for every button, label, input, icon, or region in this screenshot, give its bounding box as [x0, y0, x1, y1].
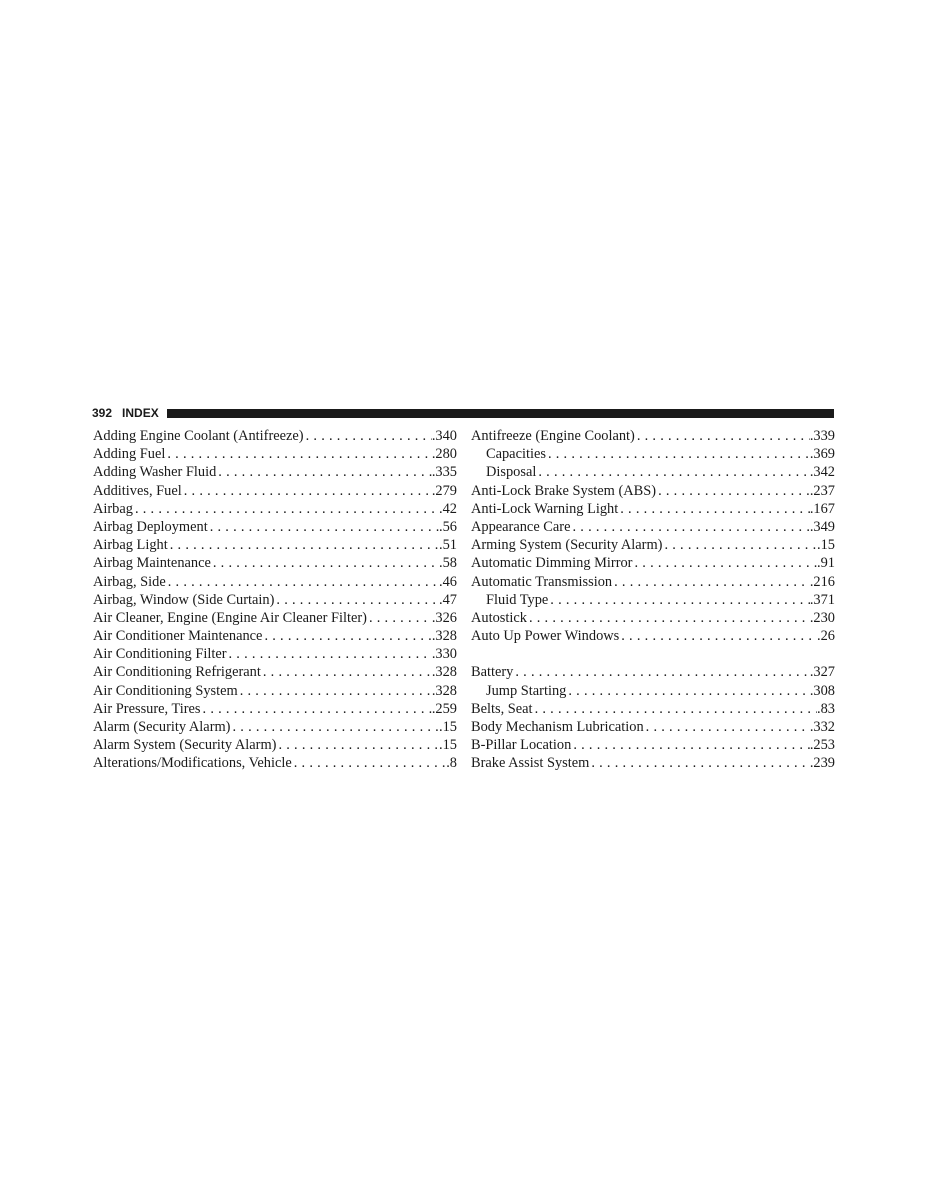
index-entry	[93, 627, 457, 645]
index-page-ref: .340	[431, 428, 457, 444]
index-term: Jump Starting	[486, 682, 567, 699]
index-page-ref: .8	[446, 755, 457, 772]
index-page-ref: .280	[431, 446, 457, 463]
dot-leader	[513, 663, 809, 681]
dot-leader	[292, 754, 446, 772]
index-entry	[93, 682, 457, 700]
dot-leader	[656, 482, 810, 500]
index-page-ref: .83	[817, 700, 835, 717]
index-entry	[471, 627, 835, 645]
dot-leader	[662, 536, 817, 554]
index-page-ref: .349	[809, 518, 835, 535]
index-column-left	[93, 427, 457, 773]
index-term: Body Mechanism Lubrication	[471, 719, 644, 735]
index-term: Alterations/Modifications, Vehicle	[93, 755, 292, 772]
header-rule	[167, 409, 834, 418]
index-term: Belts, Seat	[471, 700, 533, 717]
index-column-right	[471, 427, 835, 773]
index-entry	[93, 591, 457, 609]
index-term: Airbag Deployment	[93, 518, 208, 535]
dot-leader	[619, 627, 817, 645]
dot-leader	[571, 736, 809, 754]
index-term: Alarm (Security Alarm)	[93, 719, 231, 735]
index-page-ref: .46	[439, 573, 457, 590]
index-page-ref: .335	[431, 464, 457, 481]
dot-leader	[165, 445, 431, 463]
index-page-ref: .167	[809, 500, 835, 517]
dot-leader	[548, 591, 810, 609]
index-entry	[93, 663, 457, 681]
index-term: Air Conditioning Filter	[93, 646, 227, 663]
index-entry	[471, 663, 835, 681]
dot-leader	[208, 518, 439, 536]
index-term: Arming System (Security Alarm)	[471, 537, 663, 554]
dot-leader	[230, 718, 439, 736]
index-term: Adding Washer Fluid	[93, 464, 217, 481]
index-page-ref: .342	[809, 464, 835, 481]
index-page-ref: .239	[809, 755, 835, 772]
dot-leader	[276, 736, 439, 754]
index-term: Air Conditioner Maintenance	[93, 628, 263, 645]
index-page-ref: .328	[431, 664, 457, 681]
index-entry	[93, 736, 457, 754]
index-page-ref: .259	[431, 700, 457, 717]
index-entry	[471, 482, 835, 500]
index-page-ref: .230	[809, 609, 835, 626]
dot-leader	[168, 536, 439, 554]
index-entry	[93, 700, 457, 718]
index-subentry	[471, 463, 835, 481]
index-entry	[471, 518, 835, 536]
index-term: Additives, Fuel	[93, 482, 182, 499]
index-page-ref: .47	[439, 591, 457, 608]
index-term: Air Conditioning Refrigerant	[93, 664, 261, 681]
index-term: Air Pressure, Tires	[93, 700, 201, 717]
dot-leader	[570, 518, 809, 536]
index-page-ref: .327	[809, 664, 835, 681]
index-page-ref: .56	[439, 518, 457, 535]
index-term: Adding Fuel	[93, 446, 166, 463]
dot-leader	[166, 573, 439, 591]
index-entry	[93, 482, 457, 500]
index-entry	[471, 573, 835, 591]
index-page-ref: .15	[817, 537, 835, 554]
index-page-ref: .279	[431, 482, 457, 499]
index-page-ref: .328	[431, 682, 457, 699]
index-entry	[93, 573, 457, 591]
index-term: Airbag	[93, 500, 133, 517]
index-page-ref: .15	[439, 719, 457, 735]
index-entry	[471, 536, 835, 554]
index-page-ref: .326	[431, 609, 457, 626]
index-term: Alarm System (Security Alarm)	[93, 737, 277, 754]
dot-leader	[589, 754, 809, 772]
index-entry	[93, 609, 457, 627]
dot-leader	[216, 463, 432, 481]
index-subentry	[471, 591, 835, 609]
index-page-ref: .371	[809, 591, 835, 608]
index-page-ref: .91	[817, 555, 835, 572]
index-entry	[93, 718, 457, 736]
index-term: Airbag Light	[93, 537, 168, 554]
index-entry	[471, 609, 835, 627]
index-entry	[93, 518, 457, 536]
index-entry	[93, 463, 457, 481]
index-page-ref: .15	[439, 737, 457, 754]
index-subentry	[471, 445, 835, 463]
dot-leader	[261, 663, 432, 681]
index-page-ref: .332	[809, 719, 835, 735]
index-term: Airbag, Side	[93, 573, 166, 590]
index-entry	[93, 754, 457, 772]
index-term: Anti-Lock Brake System (ABS)	[471, 482, 657, 499]
dot-leader	[566, 682, 809, 700]
index-term: Auto Up Power Windows	[471, 628, 620, 645]
index-entry	[471, 427, 835, 445]
dot-leader	[632, 554, 817, 572]
index-page-ref: .328	[431, 628, 457, 645]
index-entry	[471, 700, 835, 718]
index-entry	[93, 554, 457, 572]
index-page-ref: .308	[809, 682, 835, 699]
index-term: Appearance Care	[471, 518, 571, 535]
index-entry	[471, 736, 835, 754]
index-subentry	[471, 682, 835, 700]
index-entry	[471, 718, 835, 736]
dot-leader	[201, 700, 432, 718]
index-term: Airbag Maintenance	[93, 555, 211, 572]
index-term: Anti-Lock Warning Light	[471, 500, 619, 517]
index-term: Air Conditioning System	[93, 682, 238, 699]
index-page-ref: .330	[431, 646, 457, 663]
index-page-ref: .42	[439, 500, 457, 517]
index-term: Automatic Transmission	[471, 573, 613, 590]
index-term: Airbag, Window (Side Curtain)	[93, 591, 275, 608]
index-term: Fluid Type	[486, 591, 549, 608]
index-page-ref: .58	[439, 555, 457, 572]
index-page-ref: .26	[817, 628, 835, 645]
index-group-gap	[471, 645, 835, 663]
dot-leader	[182, 482, 432, 500]
page-header	[92, 405, 834, 421]
dot-leader	[635, 427, 810, 445]
index-term: Battery	[471, 664, 514, 681]
dot-leader	[644, 718, 810, 736]
index-term: Adding Engine Coolant (Antifreeze)	[93, 428, 304, 444]
index-term: Autostick	[471, 609, 527, 626]
dot-leader	[133, 500, 439, 518]
dot-leader	[262, 627, 431, 645]
index-term: B-Pillar Location	[471, 737, 572, 754]
index-page-ref: .237	[809, 482, 835, 499]
index-entry	[93, 536, 457, 554]
index-entry	[93, 645, 457, 663]
index-page-ref: .216	[809, 573, 835, 590]
index-term: Air Cleaner, Engine (Engine Air Cleaner Filter)	[93, 609, 367, 626]
index-page-ref: .369	[809, 446, 835, 463]
dot-leader	[527, 609, 810, 627]
section-title: INDEX	[122, 406, 159, 420]
dot-leader	[618, 500, 810, 518]
index-page-ref: .339	[809, 428, 835, 444]
index-entry	[471, 500, 835, 518]
index-page-ref: .253	[809, 737, 835, 754]
dot-leader	[533, 700, 817, 718]
index-term: Disposal	[486, 464, 537, 481]
index-entry	[471, 554, 835, 572]
dot-leader	[536, 463, 809, 481]
dot-leader	[238, 682, 432, 700]
index-term: Brake Assist System	[471, 755, 590, 772]
dot-leader	[546, 445, 810, 463]
index-entry	[93, 445, 457, 463]
index-term: Automatic Dimming Mirror	[471, 555, 633, 572]
dot-leader	[612, 573, 810, 591]
dot-leader	[304, 427, 432, 445]
index-term: Antifreeze (Engine Coolant)	[471, 428, 635, 444]
index-entry	[93, 500, 457, 518]
index-page-ref: .51	[439, 537, 457, 554]
dot-leader	[211, 554, 439, 572]
dot-leader	[367, 609, 432, 627]
index-entry	[93, 427, 457, 445]
index-entry	[471, 754, 835, 772]
index-term: Capacities	[486, 446, 546, 463]
dot-leader	[227, 645, 432, 663]
dot-leader	[274, 591, 439, 609]
page-number: 392	[92, 406, 113, 420]
